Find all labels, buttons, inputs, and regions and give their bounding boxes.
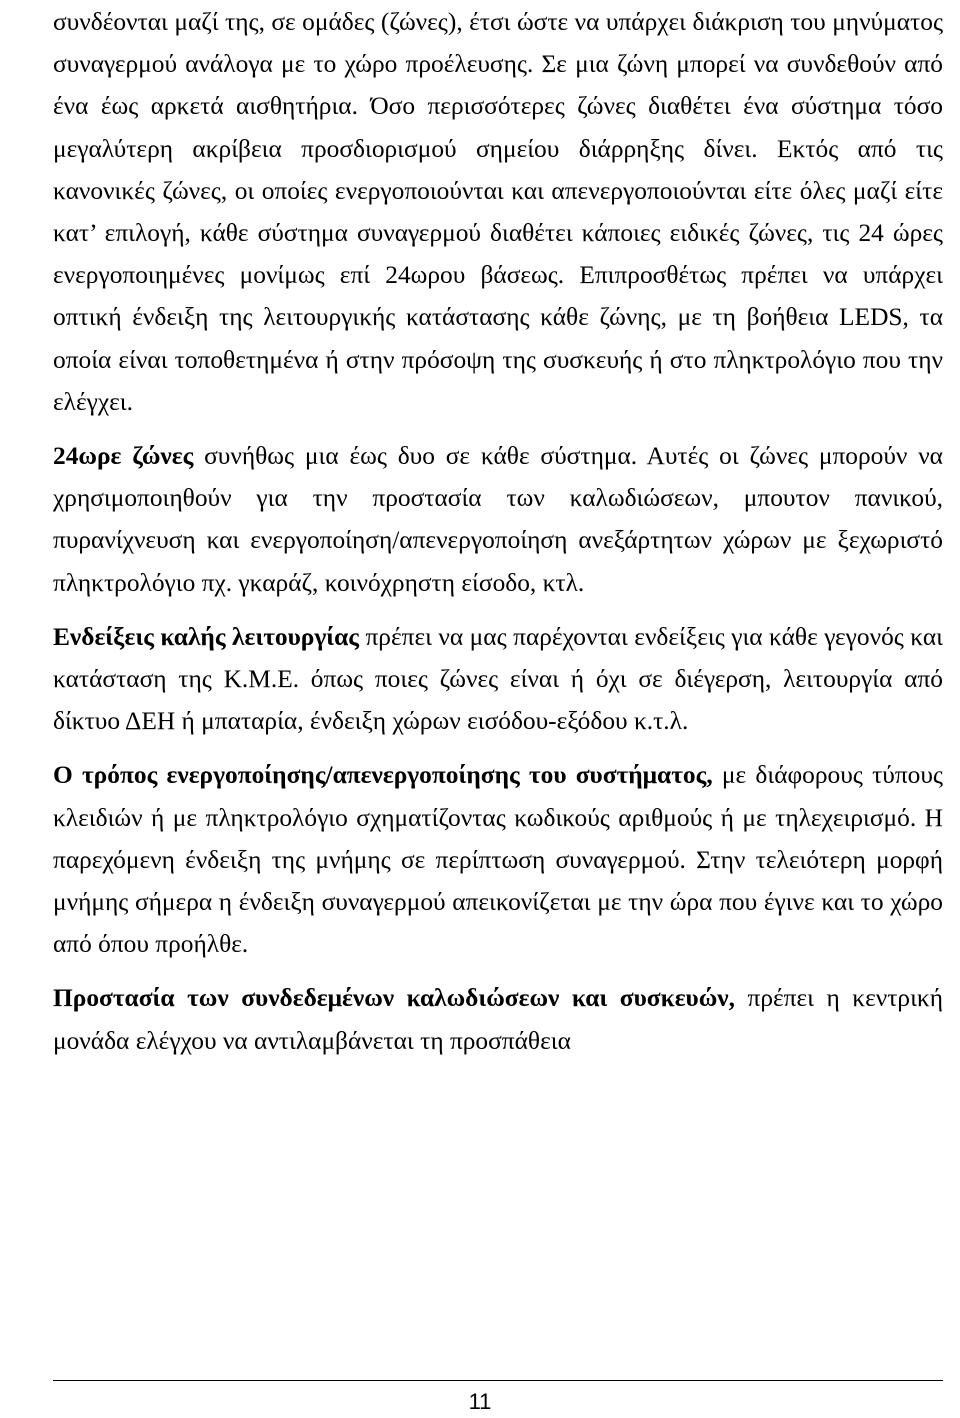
paragraph-cabling-protection: [53, 977, 943, 1061]
paragraph-24h-zones: [53, 435, 943, 604]
paragraph-text: πρέπει η κεντρική μονάδα ελέγχου να αντιλαμβάνεται τη προσπάθεια: [53, 984, 943, 1055]
document-body: [53, 0, 943, 1062]
paragraph-text: συνήθως μια έως δυο σε κάθε σύστημα. Αυτές οι ζώνες μπορούν να χρησιμοποιηθούν για την προστασία των καλωδιώσεων, μπουτον πανικού, πυρανίχνευση και ενεργοποίηση/απενεργοποίηση ανεξάρτητων χώρων με ξεχωριστό πληκτρολόγιο πχ. γκαράζ, κοινόχρηστη είσοδο, κτλ.: [53, 442, 943, 597]
paragraph-status-indications: [53, 616, 943, 743]
paragraph-zones-intro: [53, 0, 943, 423]
paragraph-text: συνδέονται μαζί της, σε ομάδες (ζώνες), έτσι ώστε να υπάρχει διάκριση του μηνύματος συναγερμού ανάλογα με το χώρο προέλευσης. Σε μια ζώνη μπορεί να συνδεθούν από ένα έως αρκετά αισθητήρια. Όσο περισσότερες ζώνες διαθέτει ένα σύστημα τόσο μεγαλύτερη ακρίβεια προσδιορισμού σημείου διάρρηξης δίνει. Εκτός από τις κανονικές ζώνες, οι οποίες ενεργοποιούνται και απενεργοποιούνται είτε όλες μαζί είτε κατ’ επιλογή, κάθε σύστημα συναγερμού διαθέτει κάποιες ειδικές ζώνες, τις 24 ώρες ενεργοποιημένες μονίμως επί 24ωρου βάσεως. Επιπροσθέτως πρέπει να υπάρχει οπτική ένδειξη της λειτουργικής κατάστασης κάθε ζώνης, με τη βοήθεια LEDS, τα οποία είναι τοποθετημένα ή στην πρόσοψη της συσκευής ή στο πληκτρολόγιο που την ελέγχει.: [53, 8, 943, 416]
paragraph-lead: Προστασία των συνδεδεμένων καλωδιώσεων και συσκευών,: [53, 984, 735, 1013]
paragraph-activation-method: [53, 754, 943, 965]
paragraph-text: με διάφορους τύπους κλειδιών ή με πληκτρολόγιο σχηματίζοντας κωδικούς αριθμούς ή με τηλεχειρισμό. Η παρεχόμενη ένδειξη της μνήμης σε περίπτωση συναγερμού. Στην τελειότερη μορφή μνήμης σήμερα η ένδειξη συναγερμού απεικονίζεται με την ώρα που έγινε και το χώρο από όπου προήλθε.: [53, 761, 943, 959]
footer-divider: [53, 1380, 943, 1381]
paragraph-lead: 24ωρε ζώνες: [53, 442, 194, 471]
paragraph-text: πρέπει να μας παρέχονται ενδείξεις για κάθε γεγονός και κατάσταση της Κ.Μ.Ε. όπως ποιες ζώνες είναι ή όχι σε διέγερση, λειτουργία από δίκτυο ΔΕΗ ή μπαταρία, ένδειξη χώρων εισόδου-εξόδου κ.τ.λ.: [53, 622, 943, 736]
paragraph-lead: Ο τρόπος ενεργοποίησης/απενεργοποίησης του συστήματος,: [53, 761, 713, 790]
paragraph-lead: Ενδείξεις καλής λειτουργίας: [53, 622, 360, 651]
page-number: 11: [468, 1389, 492, 1414]
